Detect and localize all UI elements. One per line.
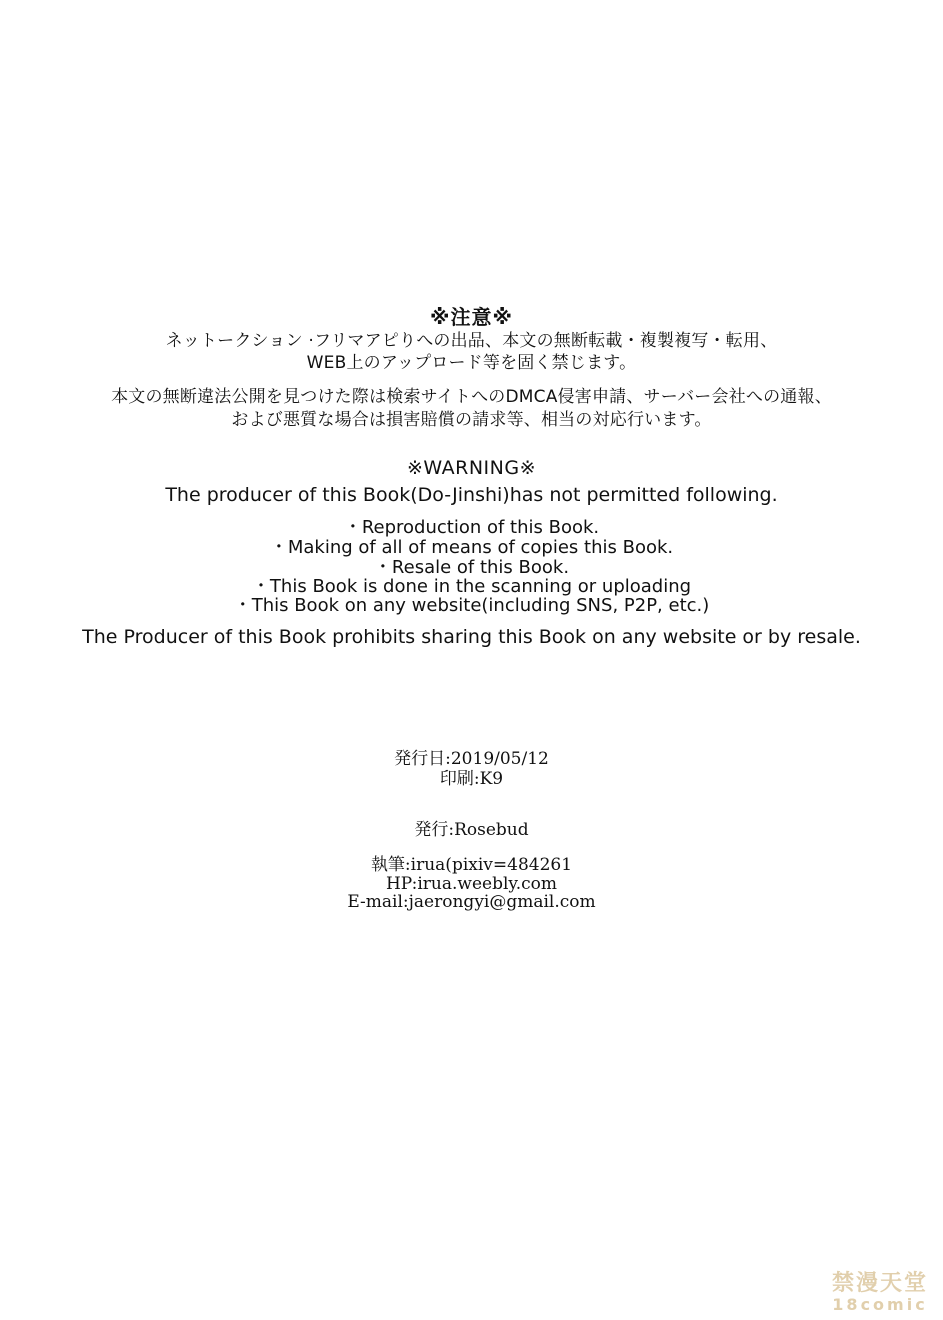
- author: 執筆:irua(pixiv=484261: [370, 855, 573, 875]
- warning-heading-en: ※WARNING※: [406, 457, 537, 479]
- warning-bullet-4: ・This Book is done in the scanning or uploading: [251, 576, 692, 597]
- publisher: 発行:Rosebud: [414, 820, 529, 840]
- homepage: HP:irua.weebly.com: [385, 874, 558, 894]
- warning-bullet-5: ・This Book on any website(including SNS, P2P, etc.): [233, 595, 710, 616]
- warning-bullet-1: ・Reproduction of this Book.: [343, 517, 600, 538]
- issue-date: 発行日:2019/05/12: [394, 749, 549, 769]
- notice-jp-line-1: ネットークション ·フリマアピりへの出品、本文の無断転載・複製複写・転用、: [165, 331, 778, 351]
- warning-bullet-2: ・Making of all of means of copies this Book.: [269, 537, 674, 558]
- warning-intro: The producer of this Book(Do-Jinshi)has not permitted following.: [165, 484, 778, 506]
- notice-jp-line-3: 本文の無断違法公開を見つけた際は検索サイトへのDMCA侵害申請、サーバー会社への通報、: [111, 387, 832, 407]
- watermark-logo: [825, 1272, 935, 1314]
- email: E-mail:jaerongyi@gmail.com: [347, 892, 596, 912]
- notice-jp-line-4: および悪質な場合は損害賠償の請求等、相当の対応行います。: [231, 410, 712, 430]
- watermark-bottom-text: 18comic: [832, 1295, 928, 1315]
- notice-jp-line-2: WEB上のアップロード等を固く禁じます。: [306, 353, 637, 373]
- notice-heading-jp: ※注意※: [430, 305, 513, 329]
- watermark-top-text: 禁漫天堂: [831, 1271, 928, 1297]
- printer: 印刷:K9: [439, 769, 504, 789]
- warning-closing: The Producer of this Book prohibits sharing this Book on any website or by resale.: [82, 626, 861, 648]
- warning-bullet-3: ・Resale of this Book.: [373, 557, 570, 578]
